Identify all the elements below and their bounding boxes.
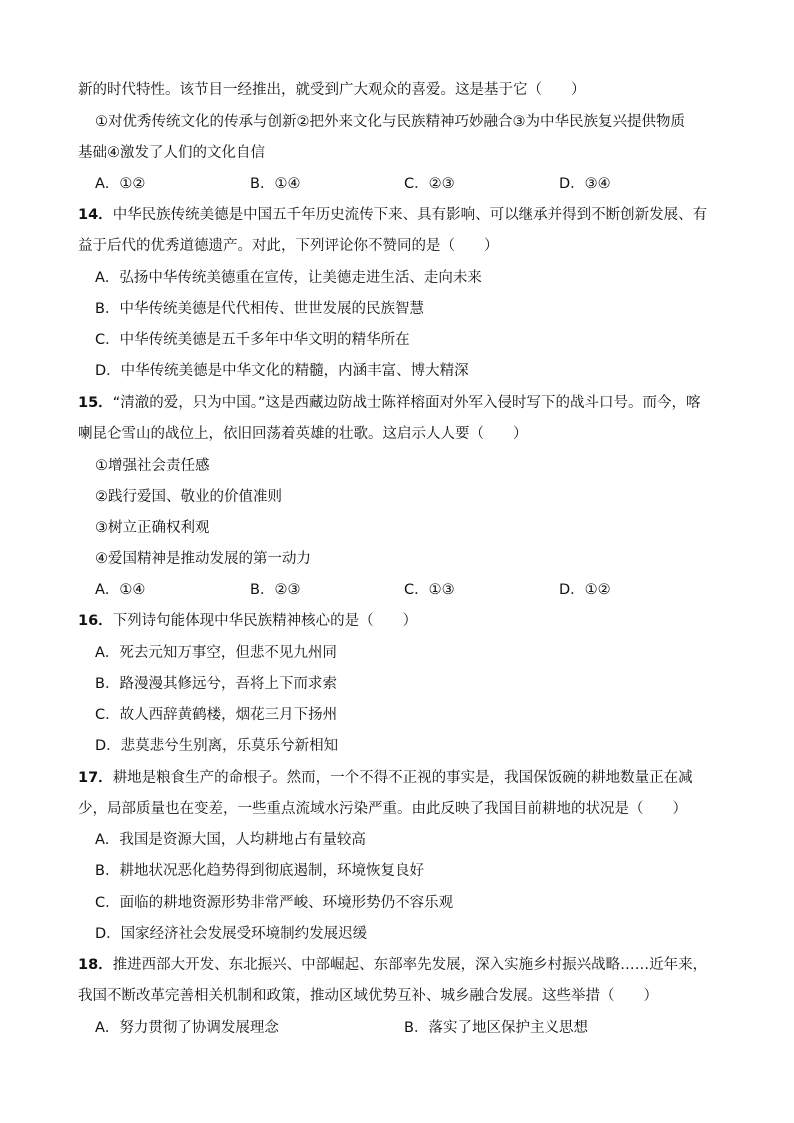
q18-stem-line-1 [78, 955, 707, 975]
q15-option-c[interactable]: C．①③ [404, 582, 455, 598]
q15-option-d[interactable]: D．①② [559, 582, 611, 598]
q14-stem-text: 中华民族传统美德是中国五千年历史流传下来、具有影响、可以继承并得到不断创新发展、有 [112, 207, 708, 223]
q18-option-a[interactable]: A．努力贯彻了协调发展理念 [95, 1020, 279, 1036]
q17-option-d[interactable]: D．国家经济社会发展受环境制约发展迟缓 [95, 926, 368, 942]
q15-stem-text: “清澈的爱，只为中国。”这是西藏边防战士陈祥榕面对外军入侵时写下的战斗口号。而今，喀 [112, 395, 701, 411]
q17-stem-text: 耕地是粮食生产的命根子。然而，一个不得不正视的事实是，我国保饭碗的耕地数量正在减 [112, 770, 693, 786]
q13-items-line-1: ①对优秀传统文化的传承与创新②把外来文化与民族精神巧妙融合③为中华民族复兴提供物质 [95, 114, 685, 130]
q15-stem-line-1 [78, 393, 700, 413]
q17-option-b[interactable]: B．耕地状况恶化趋势得到彻底遏制，环境恢复良好 [95, 863, 424, 879]
q14-stem-line-2: 益于后代的优秀道德遗产。对此，下列评论你不赞同的是（ ） [78, 238, 499, 254]
q14-option-d[interactable]: D．中华传统美德是中华文化的精髓，内涵丰富、博大精深 [95, 363, 469, 379]
q13-option-c[interactable]: C．②③ [404, 176, 455, 192]
q18-stem-line-2: 我国不断改革完善相关机制和政策，推动区域优势互补、城乡融合发展。这些举措（ ） [78, 988, 658, 1004]
q14-option-b[interactable]: B．中华传统美德是代代相传、世世发展的民族智慧 [95, 301, 424, 317]
q16-stem-text: 下列诗句能体现中华民族精神核心的是（ ） [112, 613, 418, 629]
q13-stem-continued: 新的时代特性。该节目一经推出，就受到广大观众的喜爱。这是基于它（ ） [78, 82, 586, 98]
q15-option-b[interactable]: B．②③ [250, 582, 301, 598]
q17-stem-line-1 [78, 768, 693, 788]
q15-stem-line-2: 喇昆仑雪山的战位上，依旧回荡着英雄的壮歌。这启示人人要（ ） [78, 426, 528, 442]
q16-option-c[interactable]: C．故人西辞黄鹤楼，烟花三月下扬州 [95, 707, 338, 723]
q13-option-b[interactable]: B．①④ [250, 176, 301, 192]
q18-stem-text: 推进西部大开发、东北振兴、中部崛起、东部率先发展，深入实施乡村振兴战略……近年来， [112, 957, 708, 973]
q16-option-d[interactable]: D．悲莫悲兮生别离，乐莫乐兮新相知 [95, 738, 339, 754]
q15-item-1: ①增强社会责任感 [95, 458, 210, 474]
q14-stem-line-1 [78, 205, 707, 225]
q17-stem-line-2: 少，局部质量也在变差，一些重点流域水污染严重。由此反映了我国目前耕地的状况是（ ） [78, 801, 687, 817]
q13-items-line-2: 基础④激发了人们的文化自信 [78, 145, 265, 161]
q15-number: 15． [78, 395, 113, 411]
q14-option-c[interactable]: C．中华传统美德是五千多年中华文明的精华所在 [95, 332, 410, 348]
q15-item-2: ②践行爱国、敬业的价值准则 [95, 489, 282, 505]
q15-option-a[interactable]: A．①④ [95, 582, 146, 598]
q16-option-a[interactable]: A．死去元知万事空，但悲不见九州同 [95, 645, 337, 661]
q18-number: 18． [78, 957, 113, 973]
q16-number: 16． [78, 613, 113, 629]
q16-stem [78, 611, 417, 631]
q15-item-4: ④爱国精神是推动发展的第一动力 [95, 551, 311, 567]
q17-number: 17． [78, 770, 113, 786]
q13-option-d[interactable]: D．③④ [559, 176, 611, 192]
q14-number: 14． [78, 207, 113, 223]
q17-option-a[interactable]: A．我国是资源大国，人均耕地占有量较高 [95, 832, 366, 848]
q18-option-b[interactable]: B．落实了地区保护主义思想 [404, 1020, 588, 1036]
q17-option-c[interactable]: C．面临的耕地资源形势非常严峻、环境形势仍不容乐观 [95, 895, 454, 911]
q13-option-a[interactable]: A．①② [95, 176, 146, 192]
q16-option-b[interactable]: B．路漫漫其修远兮，吾将上下而求索 [95, 676, 337, 692]
q14-option-a[interactable]: A．弘扬中华传统美德重在宣传，让美德走进生活、走向未来 [95, 270, 482, 286]
q15-item-3: ③树立正确权利观 [95, 520, 210, 536]
